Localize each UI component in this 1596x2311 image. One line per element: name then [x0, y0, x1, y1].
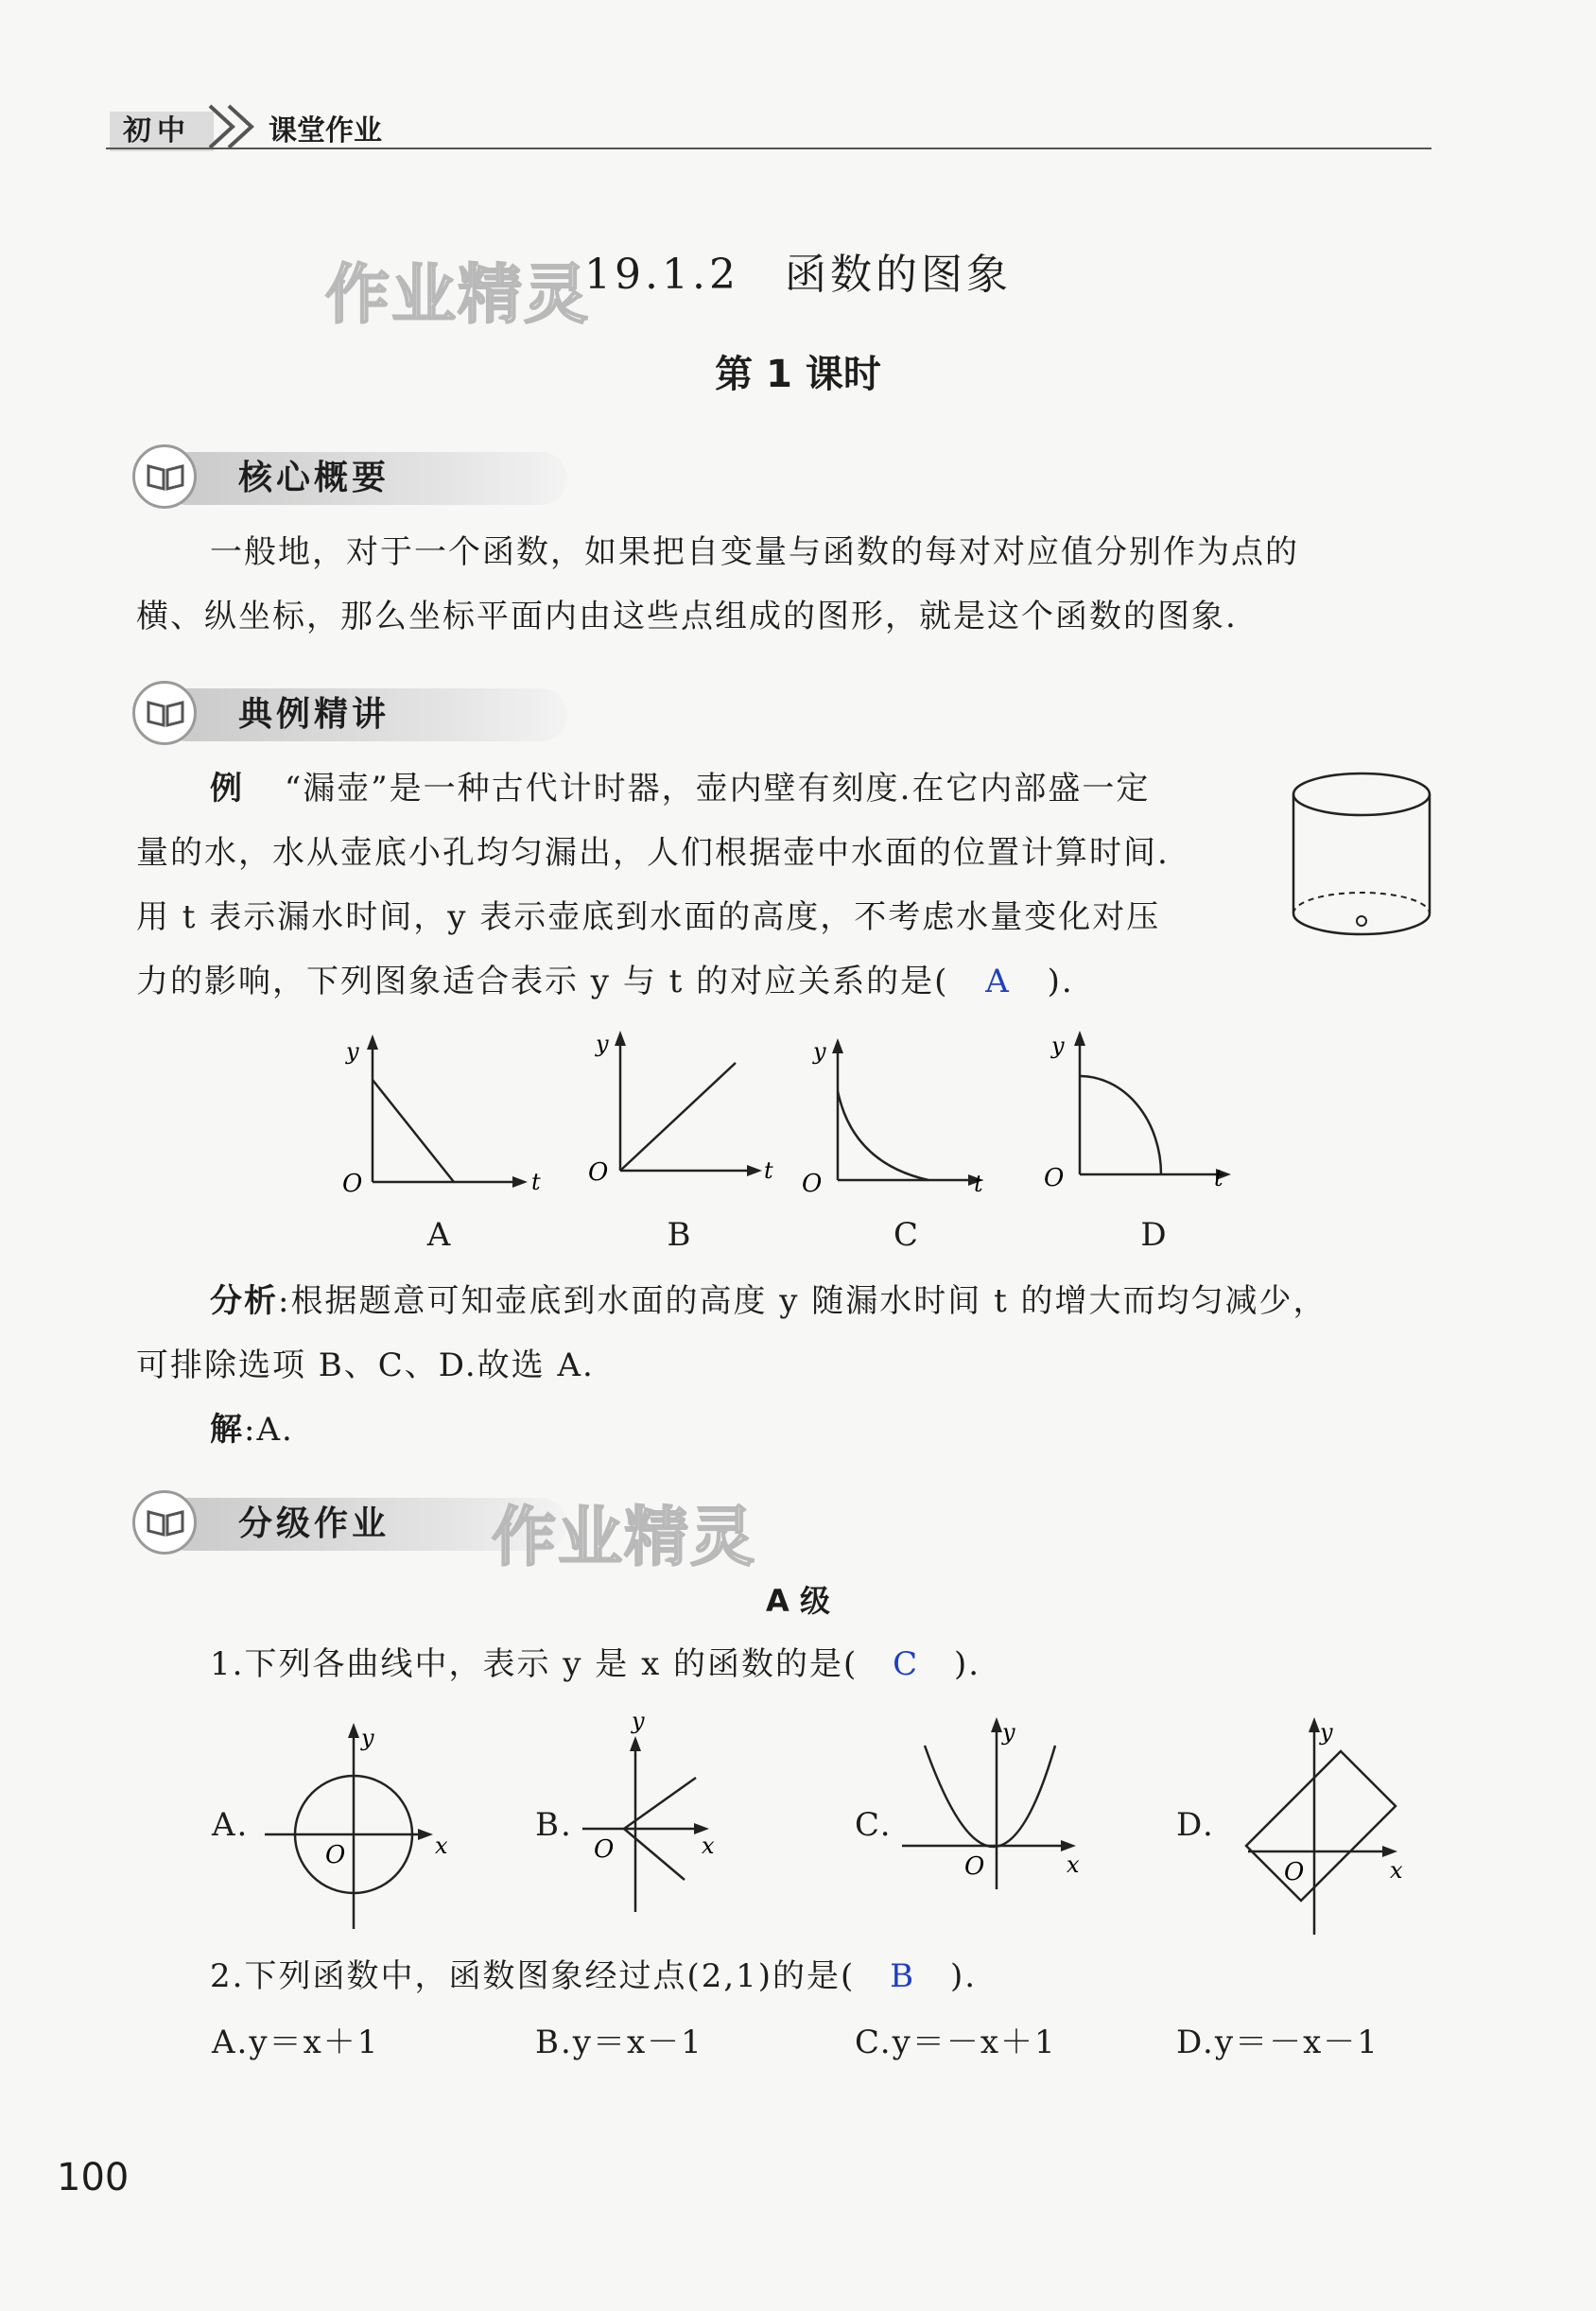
book-icon	[132, 681, 197, 745]
example-graph-b	[575, 1023, 783, 1197]
axis-y: y	[1320, 1719, 1333, 1746]
header-series: 课堂作业	[269, 114, 382, 148]
q1-option-b-label: B.	[535, 1806, 573, 1844]
origin: O	[1044, 1164, 1065, 1192]
leaky-pot-figure	[1286, 766, 1437, 946]
section-example-label: 典例精讲	[238, 695, 390, 734]
section-core-label: 核心概要	[238, 459, 390, 497]
analysis-text-1: :根据题意可知壶底到水面的高度 y 随漏水时间 t 的增大而均匀减少，	[278, 1282, 1327, 1320]
q2-option-b: B.y＝x－1	[535, 2024, 703, 2061]
q1-stem	[210, 1632, 980, 1696]
level-a-heading: A 级	[766, 1583, 830, 1619]
axis-y: y	[1002, 1719, 1015, 1746]
section-homework-label: 分级作业	[238, 1504, 390, 1543]
section-example-header	[132, 681, 435, 749]
q1-graph-c	[898, 1712, 1097, 1904]
q1-option-d-label: D.	[1176, 1806, 1215, 1844]
example-option-a: A	[426, 1216, 451, 1254]
example-label: 例	[210, 770, 244, 808]
q2-option-d: D.y＝－x－1	[1176, 2024, 1379, 2061]
q1-graph-a	[259, 1717, 467, 1938]
header-grade: 初中	[110, 112, 214, 151]
q2-option-a: A.y＝x＋1	[212, 2024, 380, 2061]
axis-x: x	[435, 1833, 448, 1859]
core-text-1: 一般地，对于一个函数，如果把自变量与函数的每对对应值分别作为点的	[210, 533, 1299, 571]
q2-answer: B	[890, 1957, 916, 1995]
q2-stem	[210, 1944, 977, 2008]
origin: O	[1284, 1858, 1305, 1886]
example-line-4	[136, 949, 1074, 1014]
origin: O	[964, 1852, 985, 1881]
example-answer: A	[985, 963, 1011, 1000]
section-homework-header	[132, 1490, 435, 1558]
origin: O	[588, 1158, 609, 1187]
axis-y: y	[361, 1725, 374, 1751]
header-rule	[106, 148, 1431, 149]
axis-y: y	[596, 1031, 609, 1057]
example-option-d: D	[1140, 1216, 1167, 1254]
book-icon	[132, 1490, 197, 1555]
watermark-middle: 作业精灵	[492, 1501, 757, 1575]
axis-x: x	[1390, 1857, 1403, 1884]
lesson-title: 19.1.2 函数的图象	[584, 251, 1012, 299]
axis-x: x	[1067, 1851, 1080, 1878]
q1-graph-d	[1229, 1712, 1428, 1942]
q1-graph-b	[579, 1708, 768, 1923]
core-text-2: 横、纵坐标，那么坐标平面内由这些点组成的图形，就是这个函数的图象.	[136, 598, 1238, 635]
page-number: 100	[57, 2156, 130, 2199]
solution-line	[210, 1398, 294, 1462]
axis-t: t	[764, 1157, 773, 1184]
origin: O	[325, 1841, 346, 1869]
q2-text: 2.下列函数中，函数图象经过点(2,1)的是(	[210, 1957, 856, 1995]
analysis-label: 分析	[210, 1282, 278, 1320]
axis-y: y	[1051, 1033, 1065, 1059]
q1-option-a-label: A.	[212, 1806, 250, 1844]
solution-label: 解	[210, 1411, 244, 1449]
axis-x: x	[702, 1833, 715, 1859]
example-line-1	[210, 756, 1150, 821]
solution-text: :A.	[244, 1411, 294, 1449]
example-line-2: 量的水，水从壶底小孔均匀漏出，人们根据壶中水面的位置计算时间.	[136, 834, 1170, 872]
q1-end: ).	[953, 1645, 981, 1683]
example-option-b: B	[667, 1216, 691, 1254]
example-option-c: C	[893, 1216, 918, 1254]
analysis-line-2: 可排除选项 B、C、D.故选 A.	[136, 1347, 595, 1384]
section-core-header	[132, 444, 435, 513]
origin: O	[594, 1835, 615, 1864]
analysis-line-1	[210, 1269, 1327, 1333]
axis-y: y	[632, 1708, 645, 1734]
axis-y: y	[813, 1038, 826, 1065]
watermark-top: 作业精灵	[325, 258, 591, 333]
example-graph-c	[796, 1031, 1004, 1205]
q1-option-c-label: C.	[855, 1806, 893, 1844]
q1-text: 1.下列各曲线中，表示 y 是 x 的函数的是(	[210, 1645, 859, 1683]
example-line-1-text: “漏壶”是一种古代计时器，壶内壁有刻度.在它内部盛一定	[284, 770, 1151, 808]
origin: O	[802, 1170, 823, 1198]
book-icon	[132, 444, 197, 509]
axis-t: t	[974, 1171, 983, 1197]
example-graph-d	[1038, 1023, 1246, 1197]
axis-y: y	[346, 1038, 359, 1065]
example-graph-a	[331, 1031, 539, 1205]
example-line-4-text: 力的影响，下列图象适合表示 y 与 t 的对应关系的是(	[136, 963, 949, 1000]
q2-end: ).	[949, 1957, 978, 1995]
origin: O	[342, 1170, 363, 1198]
axis-t: t	[1214, 1165, 1223, 1191]
q2-option-c: C.y＝－x＋1	[855, 2024, 1057, 2061]
example-line-4-end: ).	[1047, 963, 1074, 1000]
q1-answer: C	[893, 1645, 920, 1683]
axis-t: t	[531, 1169, 541, 1195]
example-line-3: 用 t 表示漏水时间，y 表示壶底到水面的高度，不考虑水量变化对压	[136, 898, 1161, 936]
lesson-period: 第 1 课时	[715, 353, 881, 396]
